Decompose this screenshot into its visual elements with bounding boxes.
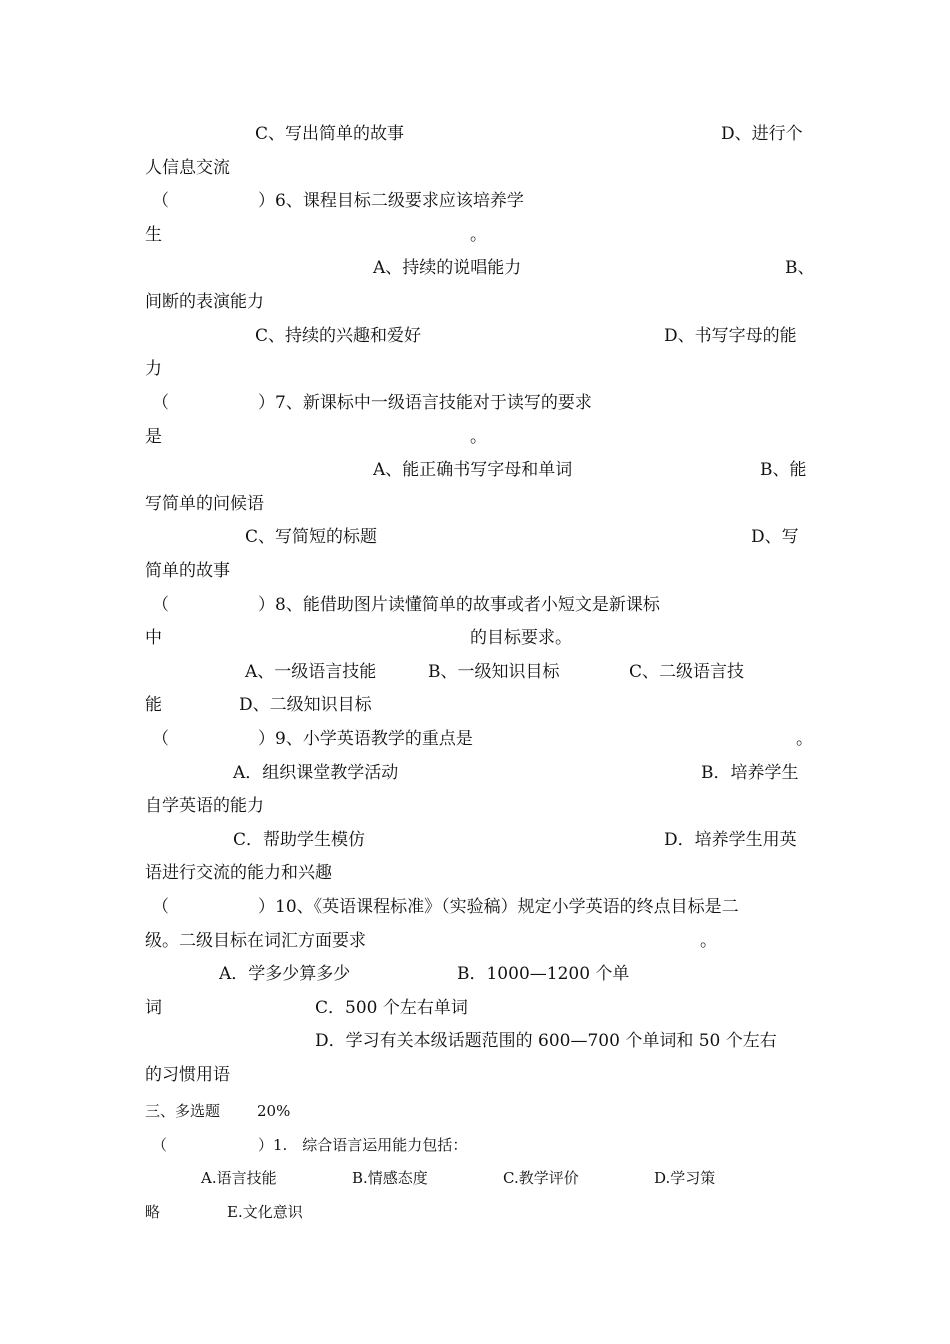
mq1-option-e: E.文化意识 <box>227 1203 303 1221</box>
q10-blank-end: 。 <box>700 931 717 951</box>
q7-option-d-cont: 简单的故事 <box>145 561 230 581</box>
q8-option-a: A、一级语言技能 <box>245 662 377 682</box>
q9-option-d-cont: 语进行交流的能力和兴趣 <box>145 863 332 883</box>
mq1-text: ）1. 综合语言运用能力包括： <box>258 1136 468 1154</box>
q5-option-d: D、进行个 <box>721 124 803 144</box>
q7-option-b-cont: 写简单的问候语 <box>145 494 264 514</box>
q8-text: ）8、能借助图片读懂简单的故事或者小短文是新课标 <box>258 595 660 615</box>
q10-option-b-cont: 词 <box>145 998 162 1018</box>
q5-option-c: C、写出简单的故事 <box>255 124 405 144</box>
q10-option-c: C．500 个左右单词 <box>315 998 468 1018</box>
mq1-option-b: B.情感态度 <box>352 1169 428 1187</box>
q9-option-d: D．培养学生用英 <box>664 830 797 850</box>
q7-text: ）7、新课标中一级语言技能对于读写的要求 <box>258 393 592 413</box>
q9-option-c: C．帮助学生模仿 <box>233 830 366 850</box>
q6-option-b: B、 <box>785 258 815 278</box>
q10-option-d-cont: 的习惯用语 <box>145 1065 230 1085</box>
q8-text-tail: 的目标要求。 <box>470 628 572 648</box>
q9-option-b: B．培养学生 <box>701 763 799 783</box>
mq1-option-c: C.教学评价 <box>503 1169 579 1187</box>
q7-option-c: C、写简短的标题 <box>245 527 378 547</box>
section-heading: 三、多选题 <box>145 1102 221 1120</box>
q10-option-b: B．1000—1200 个单 <box>457 964 630 984</box>
q9-paren: （ <box>152 729 169 749</box>
q9-text: ）9、小学英语教学的重点是 <box>258 729 473 749</box>
q8-option-c-cont: 能 <box>145 695 162 715</box>
q10-option-a: A．学多少算多少 <box>219 964 351 984</box>
q5-option-d-cont: 人信息交流 <box>145 158 230 178</box>
q10-text-cont: 级。二级目标在词汇方面要求 <box>145 931 366 951</box>
q10-paren: （ <box>152 897 169 917</box>
q7-text-cont: 是 <box>145 427 162 447</box>
q10-text: ）10、《英语课程标准》（实验稿）规定小学英语的终点目标是二 <box>258 897 739 917</box>
q7-blank-end: 。 <box>470 427 487 447</box>
q7-option-b: B、能 <box>760 460 807 480</box>
q8-paren: （ <box>152 595 169 615</box>
mq1-option-a: A.语言技能 <box>201 1169 277 1187</box>
q9-option-a: A．组织课堂教学活动 <box>233 763 399 783</box>
q8-text-cont: 中 <box>145 628 162 648</box>
section-score: 20% <box>257 1102 291 1120</box>
q7-paren: （ <box>152 393 169 413</box>
q7-option-a: A、能正确书写字母和单词 <box>373 460 573 480</box>
q10-option-d: D．学习有关本级话题范围的 600—700 个单词和 50 个左右 <box>315 1031 777 1051</box>
q6-text-cont: 生 <box>145 225 162 245</box>
q9-option-b-cont: 自学英语的能力 <box>145 796 264 816</box>
q7-option-d: D、写 <box>751 527 799 547</box>
q6-option-c: C、持续的兴趣和爱好 <box>255 326 422 346</box>
q6-option-d: D、书写字母的能 <box>664 326 797 346</box>
q6-blank-end: 。 <box>470 225 487 245</box>
mq1-option-d-cont: 略 <box>145 1203 161 1221</box>
q8-option-b: B、一级知识目标 <box>428 662 560 682</box>
mq1-paren: （ <box>152 1136 168 1154</box>
q8-option-c: C、二级语言技 <box>629 662 745 682</box>
q6-option-b-cont: 间断的表演能力 <box>145 292 264 312</box>
q6-paren: （ <box>152 191 169 211</box>
q6-option-a: A、持续的说唱能力 <box>373 258 522 278</box>
mq1-option-d: D.学习策 <box>654 1169 716 1187</box>
q6-text: ）6、课程目标二级要求应该培养学 <box>258 191 524 211</box>
q6-option-d-cont: 力 <box>145 359 162 379</box>
q9-blank-end: 。 <box>796 729 813 749</box>
q8-option-d: D、二级知识目标 <box>239 695 372 715</box>
